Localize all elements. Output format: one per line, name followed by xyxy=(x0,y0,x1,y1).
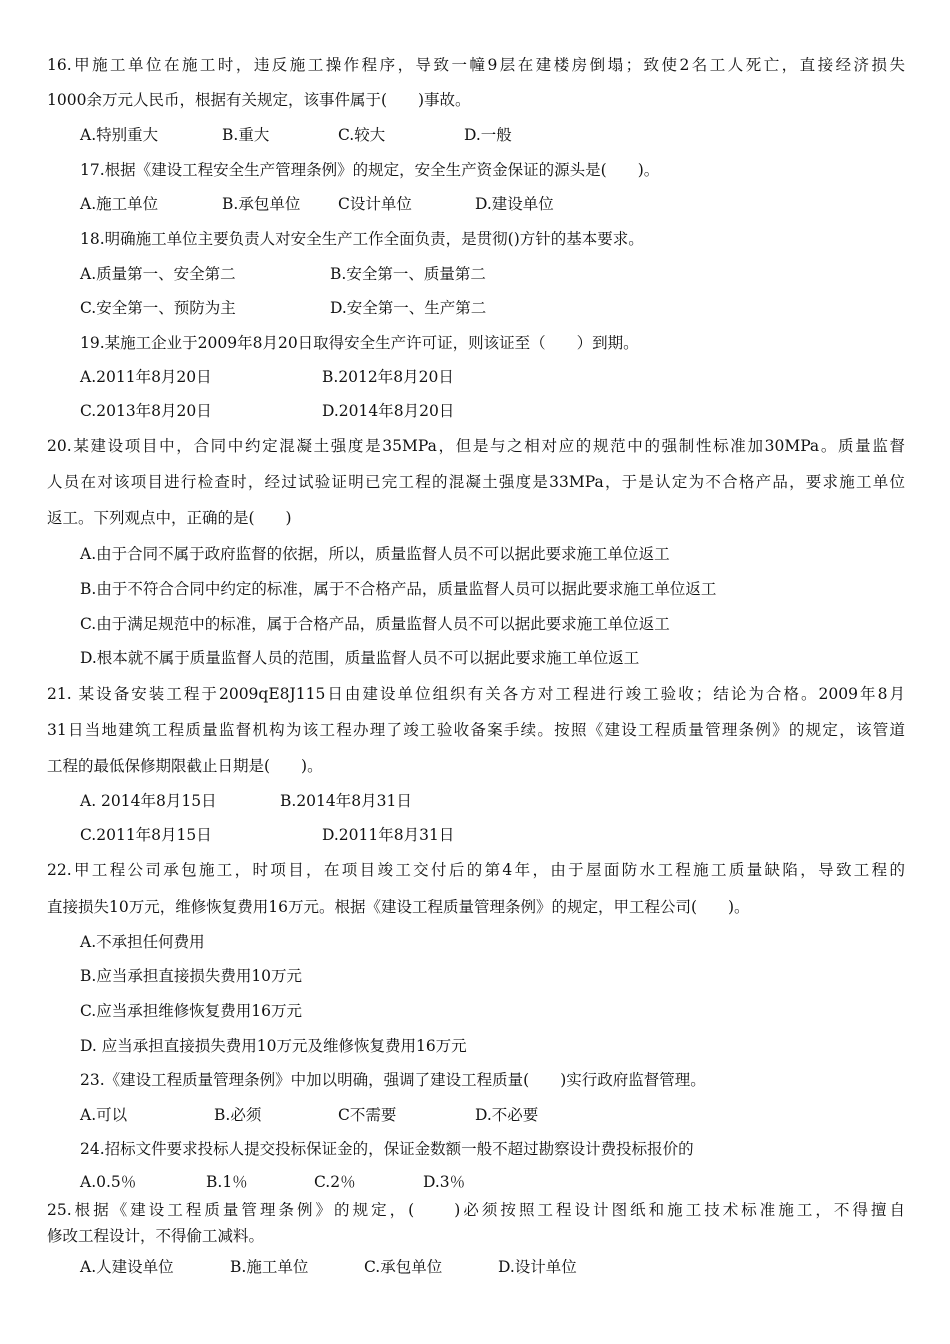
option-b: B.重大 xyxy=(222,126,270,144)
question-20-line-2: 人员在对该项目进行检查时，经过试验证明已完工程的混凝土强度是33MPa，于是认定为不合格产品，要求施工单位 xyxy=(47,473,905,491)
option-a: A.施工单位 xyxy=(80,195,159,213)
question-20-line-3: 返工。下列观点中，正确的是( ) xyxy=(47,509,292,527)
option-a: A.质量第一、安全第二 xyxy=(80,265,236,283)
question-22-option-c: C.应当承担维修恢复费用16万元 xyxy=(80,1002,302,1020)
option-c: C设计单位 xyxy=(338,195,412,213)
question-22-line-1: 22.甲工程公司承包施工，时项目，在项目竣工交付后的第4年，由于屋面防水工程施工质量缺陷，导致工程的 xyxy=(47,861,905,879)
question-22-option-b: B.应当承担直接损失费用10万元 xyxy=(80,967,303,985)
option-b: B.1％ xyxy=(206,1173,248,1191)
question-21-line-2: 31日当地建筑工程质量监督机构为该工程办理了竣工验收备案手续。按照《建设工程质量管理条例》的规定，该管道 xyxy=(47,721,905,739)
option-a: A.2011年8月20日 xyxy=(80,368,212,386)
question-21-line-3: 工程的最低保修期限截止日期是( )。 xyxy=(47,757,323,775)
option-b: B.安全第一、质量第二 xyxy=(330,265,486,283)
question-22-option-d: D. 应当承担直接损失费用10万元及维修恢复费用16万元 xyxy=(80,1037,467,1055)
question-25-line-1: 25.根据《建设工程质量管理条例》的规定，( )必须按照工程设计图纸和施工技术标准施工，不得擅自 xyxy=(47,1201,905,1219)
option-a: A. 2014年8月15日 xyxy=(80,792,217,810)
option-d: D.设计单位 xyxy=(498,1258,577,1276)
option-d: D.2014年8月20日 xyxy=(322,402,455,420)
question-22-option-a: A.不承担任何费用 xyxy=(80,933,205,951)
question-24-line-1: 24.招标文件要求投标人提交投标保证金的，保证金数额一般不超过勘察设计费投标报价的 xyxy=(80,1140,694,1158)
option-d: D.一般 xyxy=(464,126,512,144)
question-21-line-1: 21. 某设备安装工程于2009qE8J115日由建设单位组织有关各方对工程进行竣工验收；结论为合格。2009年8月 xyxy=(47,685,905,703)
option-a: A.人建设单位 xyxy=(80,1258,174,1276)
option-c: C不需要 xyxy=(338,1106,397,1124)
question-20-option-a: A.由于合同不属于政府监督的依据，所以，质量监督人员不可以据此要求施工单位返工 xyxy=(80,545,670,563)
question-16-line-2: 1000余万元人民币，根据有关规定，该事件属于( )事故。 xyxy=(47,91,471,109)
question-18-line-1: 18.明确施工单位主要负责人对安全生产工作全面负责，是贯彻()方针的基本要求。 xyxy=(80,230,644,248)
question-20-option-d: D.根本就不属于质量监督人员的范围，质量监督人员不可以据此要求施工单位返工 xyxy=(80,649,640,667)
option-c: C.2％ xyxy=(314,1173,356,1191)
option-d: D.2011年8月31日 xyxy=(322,826,455,844)
question-23-line-1: 23.《建设工程质量管理条例》中加以明确，强调了建设工程质量( )实行政府监督管理。 xyxy=(80,1071,706,1089)
option-a: A.可以 xyxy=(80,1106,128,1124)
option-a: A.0.5％ xyxy=(80,1173,137,1191)
question-16-line-1: 16.甲施工单位在施工时，违反施工操作程序，导致一幢9层在建楼房倒塌；致使2名工人死亡，直接经济损失 xyxy=(47,56,905,74)
option-d: D.3％ xyxy=(423,1173,466,1191)
question-20-line-1: 20.某建设项目中，合同中约定混凝土强度是35MPa，但是与之相对应的规范中的强制性标准加30MPa。质量监督 xyxy=(47,437,905,455)
option-c: C.2011年8月15日 xyxy=(80,826,212,844)
question-25-line-2: 修改工程设计，不得偷工减料。 xyxy=(47,1227,265,1245)
option-b: B.施工单位 xyxy=(230,1258,309,1276)
question-19-line-1: 19.某施工企业于2009年8月20日取得安全生产许可证，则该证至（ ）到期。 xyxy=(80,334,639,352)
option-d: D.安全第一、生产第二 xyxy=(330,299,487,317)
option-b: B.2012年8月20日 xyxy=(322,368,454,386)
option-b: B.2014年8月31日 xyxy=(280,792,412,810)
option-b: B.必须 xyxy=(214,1106,262,1124)
question-20-option-b: B.由于不符合合同中约定的标准，属于不合格产品，质量监督人员可以据此要求施工单位返工 xyxy=(80,580,717,598)
question-17-line-1: 17.根据《建设工程安全生产管理条例》的规定，安全生产资金保证的源头是( )。 xyxy=(80,161,660,179)
option-a: A.特别重大 xyxy=(80,126,159,144)
option-d: D.建设单位 xyxy=(475,195,554,213)
option-c: C.承包单位 xyxy=(364,1258,443,1276)
option-c: C.较大 xyxy=(338,126,386,144)
option-c: C.2013年8月20日 xyxy=(80,402,212,420)
option-c: C.安全第一、预防为主 xyxy=(80,299,236,317)
question-22-line-2: 直接损失10万元，维修恢复费用16万元。根据《建设工程质量管理条例》的规定，甲工程公司( )。 xyxy=(47,898,750,916)
option-b: B.承包单位 xyxy=(222,195,301,213)
option-d: D.不必要 xyxy=(475,1106,539,1124)
question-20-option-c: C.由于满足规范中的标准，属于合格产品，质量监督人员不可以据此要求施工单位返工 xyxy=(80,615,670,633)
